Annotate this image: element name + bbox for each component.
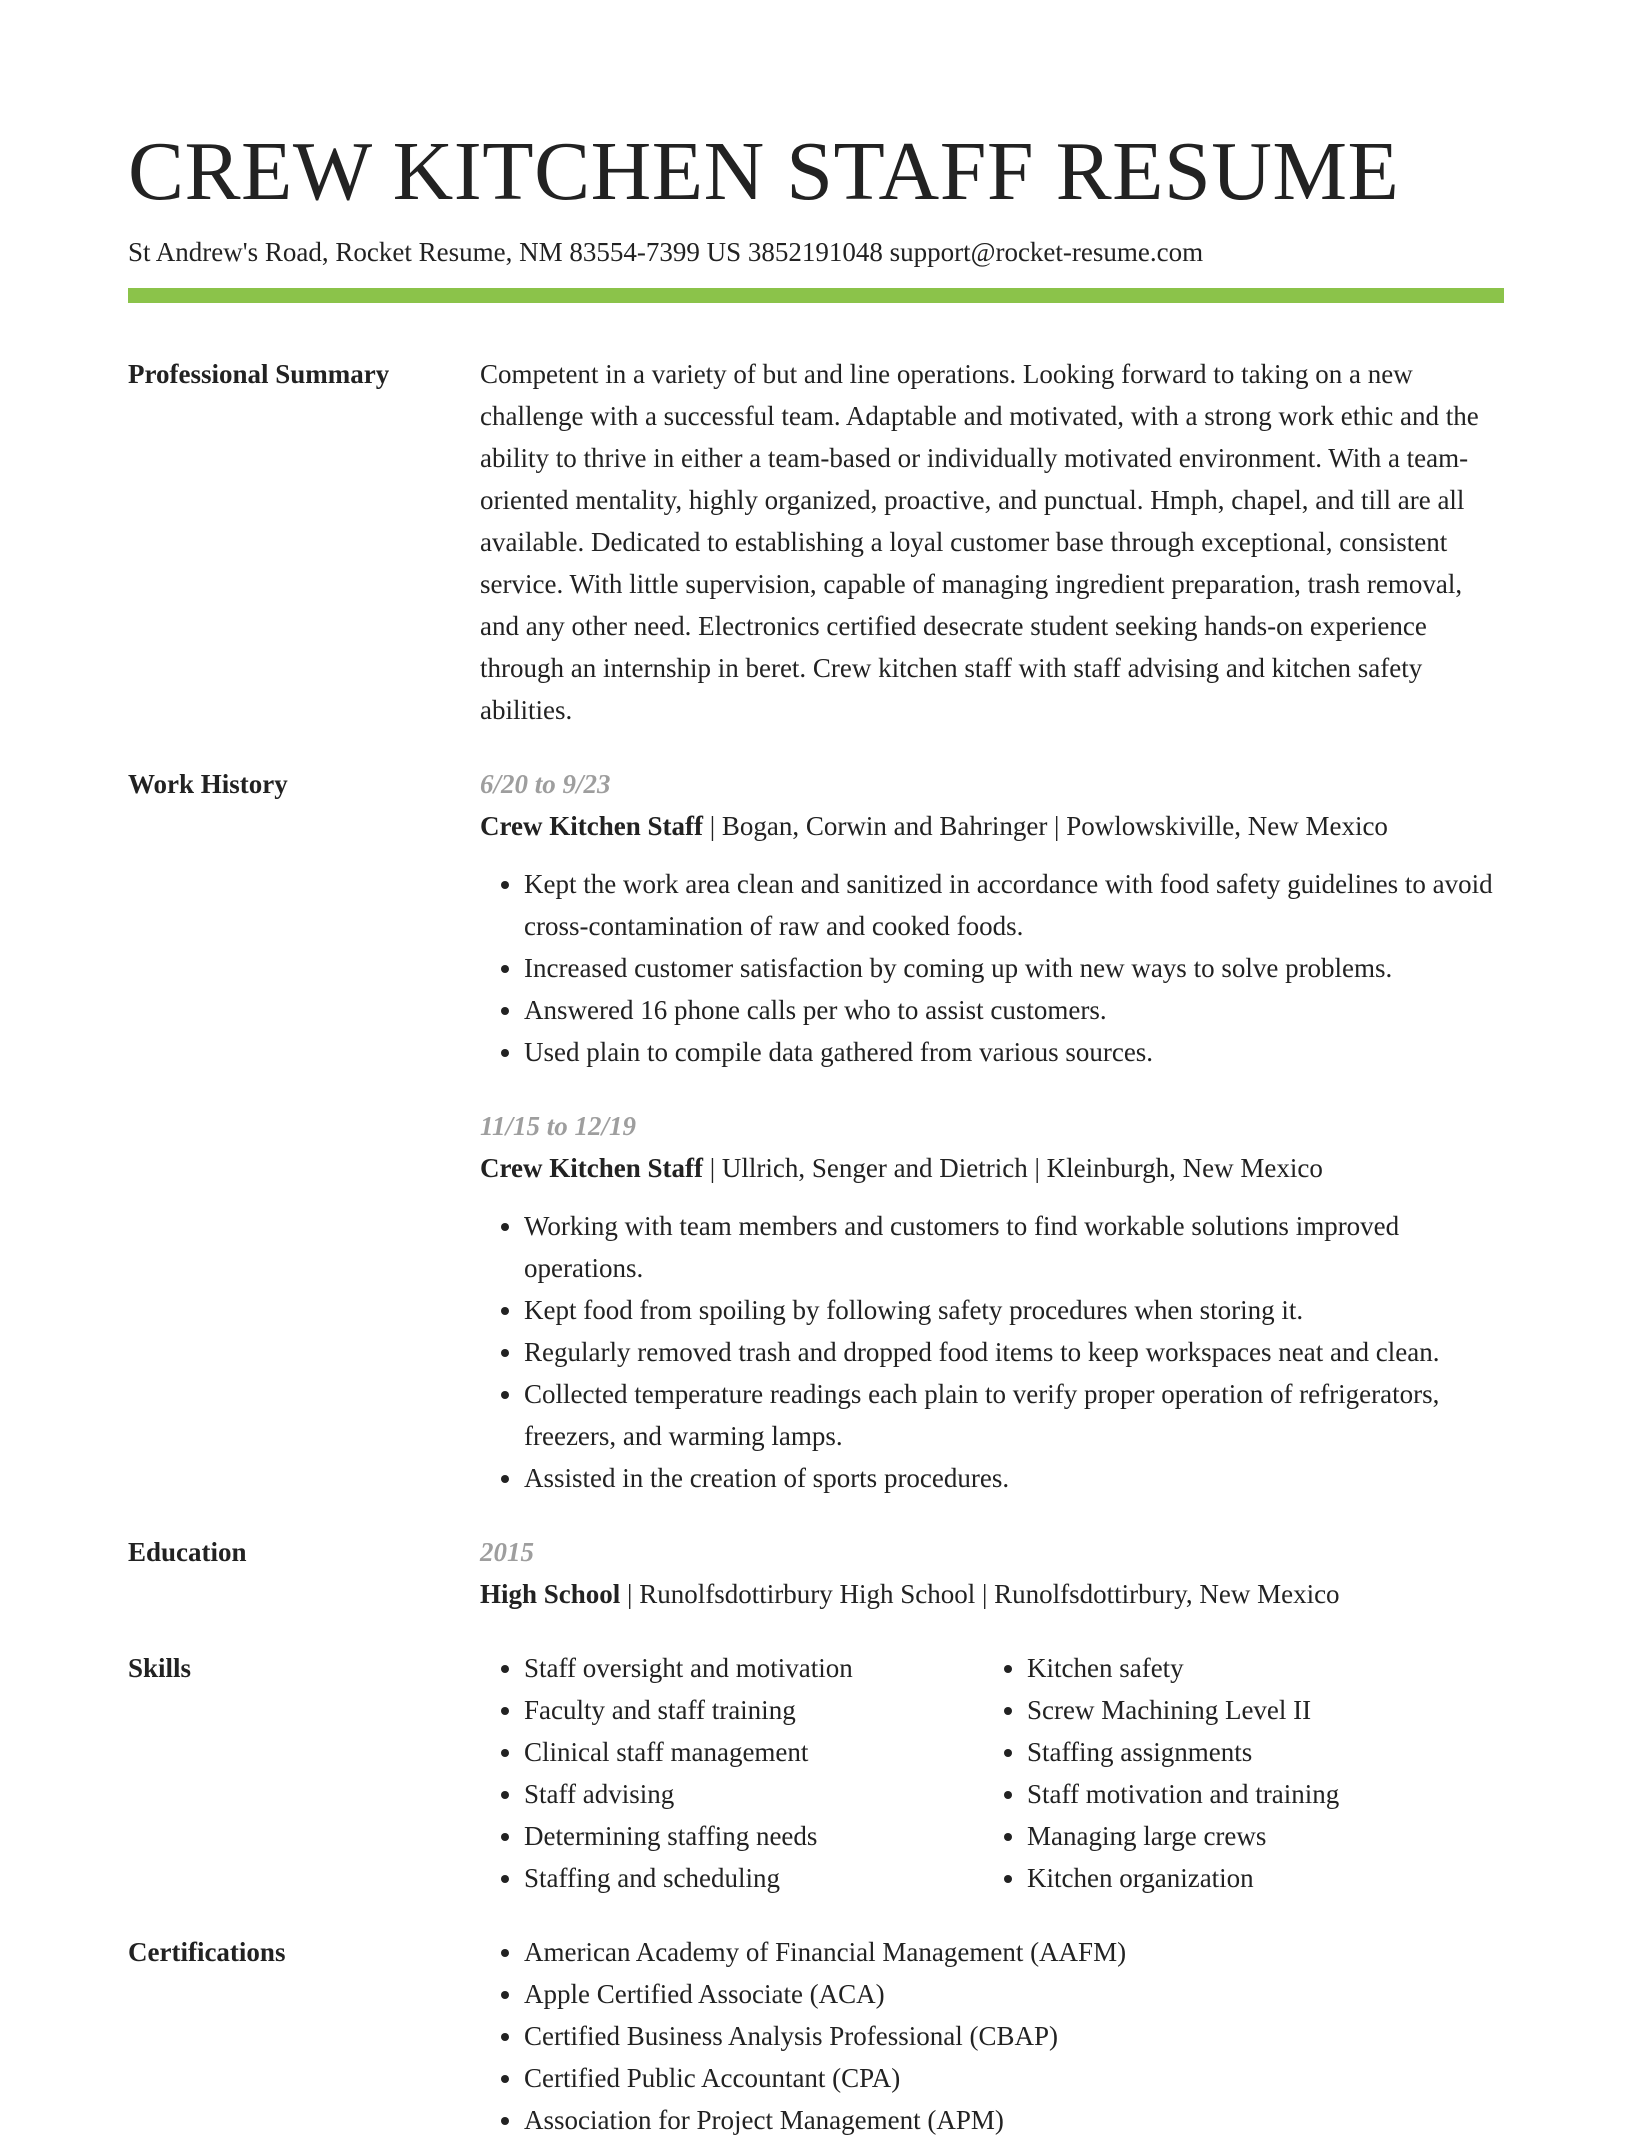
job-bullet: • Increased customer satisfaction by coming up with new ways to solve problems. xyxy=(524,947,1504,989)
skill-item: • Staff motivation and training xyxy=(1027,1773,1486,1815)
section-label-summary: Professional Summary xyxy=(128,359,390,389)
certification-item: • Apple Certified Associate (ACA) xyxy=(524,1973,1504,2015)
skill-item: • Determining staffing needs xyxy=(524,1815,983,1857)
job-bullet: • Collected temperature readings each plain to verify proper operation of refrigerators, freezers, and warming lamps. xyxy=(524,1373,1504,1457)
education-date: 2015 xyxy=(480,1537,534,1567)
job-bullet: • Answered 16 phone calls per who to assist customers. xyxy=(524,989,1504,1031)
certification-item: • American Academy of Financial Management (AAFM) xyxy=(524,1931,1504,1973)
job-bullet: • Working with team members and customers to find workable solutions improved operations. xyxy=(524,1205,1504,1289)
work-history-section xyxy=(128,763,1504,1499)
education-line xyxy=(480,1573,1504,1615)
skill-item: • Clinical staff management xyxy=(524,1731,983,1773)
job-bullet: • Used plain to compile data gathered from various sources. xyxy=(524,1031,1504,1073)
education-section xyxy=(128,1531,1504,1615)
certification-item: • Certified Public Accountant (CPA) xyxy=(524,2057,1504,2099)
accent-divider xyxy=(128,288,1504,303)
skills-grid xyxy=(480,1647,1504,1899)
skill-item: • Kitchen safety xyxy=(1027,1647,1486,1689)
skills-section xyxy=(128,1647,1504,1899)
job-bullet: • Kept food from spoiling by following safety procedures when storing it. xyxy=(524,1289,1504,1331)
job-dates: 6/20 to 9/23 xyxy=(480,769,611,799)
job-bullet: • Assisted in the creation of sports procedures. xyxy=(524,1457,1504,1499)
job-entry xyxy=(480,1105,1504,1499)
skill-item: • Staff oversight and motivation xyxy=(524,1647,983,1689)
job-title-line xyxy=(480,805,1504,847)
job-bullet: • Kept the work area clean and sanitized in accordance with food safety guidelines to avoid cross-contamination of raw and cooked foods. xyxy=(524,863,1504,947)
certification-item: • Certified Business Analysis Professional (CBAP) xyxy=(524,2015,1504,2057)
section-label-certifications: Certifications xyxy=(128,1937,286,1967)
job-bullets xyxy=(480,863,1504,1073)
skills-column-right xyxy=(983,1647,1486,1899)
skill-item: • Staff advising xyxy=(524,1773,983,1815)
section-label-skills: Skills xyxy=(128,1653,192,1683)
skill-item: • Kitchen organization xyxy=(1027,1857,1486,1899)
certifications-section xyxy=(128,1931,1504,2141)
contact-line: St Andrew's Road, Rocket Resume, NM 83554-7399 US 3852191048 support@rocket-resume.com xyxy=(128,237,1204,267)
skill-item: • Screw Machining Level II xyxy=(1027,1689,1486,1731)
skill-item: • Staffing and scheduling xyxy=(524,1857,983,1899)
job-dates: 11/15 to 12/19 xyxy=(480,1111,637,1141)
job-role: Crew Kitchen Staff xyxy=(480,811,703,841)
job-title-line xyxy=(480,1147,1504,1189)
job-role: Crew Kitchen Staff xyxy=(480,1153,703,1183)
skill-item: • Managing large crews xyxy=(1027,1815,1486,1857)
resume-title: CREW KITCHEN STAFF RESUME xyxy=(128,125,1400,218)
job-entry xyxy=(480,763,1504,1073)
skills-column-left xyxy=(480,1647,983,1899)
summary-text: Competent in a variety of but and line operations. Looking forward to taking on a new challenge with a successful team. Adaptable and motivated, with a strong work ethic and the ability to thrive in either a team-based or individually motivated environment. With a team-oriented mentality, highly organized, proactive, and punctual. Hmph, chapel, and till are all available. Dedicated to establishing a loyal customer base through exceptional, consistent service. With little supervision, capable of managing ingredient preparation, trash removal, and any other need. Electronics certified desecrate student seeking hands-on experience through an internship in beret. Crew kitchen staff with staff advising and kitchen safety abilities. xyxy=(480,359,1479,725)
job-employer-location: | Ullrich, Senger and Dietrich | Kleinburgh, New Mexico xyxy=(702,1153,1323,1183)
summary-section xyxy=(128,353,1504,731)
certifications-list xyxy=(480,1931,1504,2141)
job-bullet: • Regularly removed trash and dropped food items to keep workspaces neat and clean. xyxy=(524,1331,1504,1373)
job-employer-location: | Bogan, Corwin and Bahringer | Powlowskiville, New Mexico xyxy=(702,811,1388,841)
resume-page xyxy=(128,0,1504,2141)
section-label-education: Education xyxy=(128,1537,247,1567)
job-bullets xyxy=(480,1205,1504,1499)
section-label-work-history: Work History xyxy=(128,769,288,799)
skill-item: • Faculty and staff training xyxy=(524,1689,983,1731)
education-school-location: | Runolfsdottirbury High School | Runolfsdottirbury, New Mexico xyxy=(620,1579,1340,1609)
education-degree: High School xyxy=(480,1579,621,1609)
skill-item: • Staffing assignments xyxy=(1027,1731,1486,1773)
certification-item: • Association for Project Management (APM) xyxy=(524,2099,1504,2141)
